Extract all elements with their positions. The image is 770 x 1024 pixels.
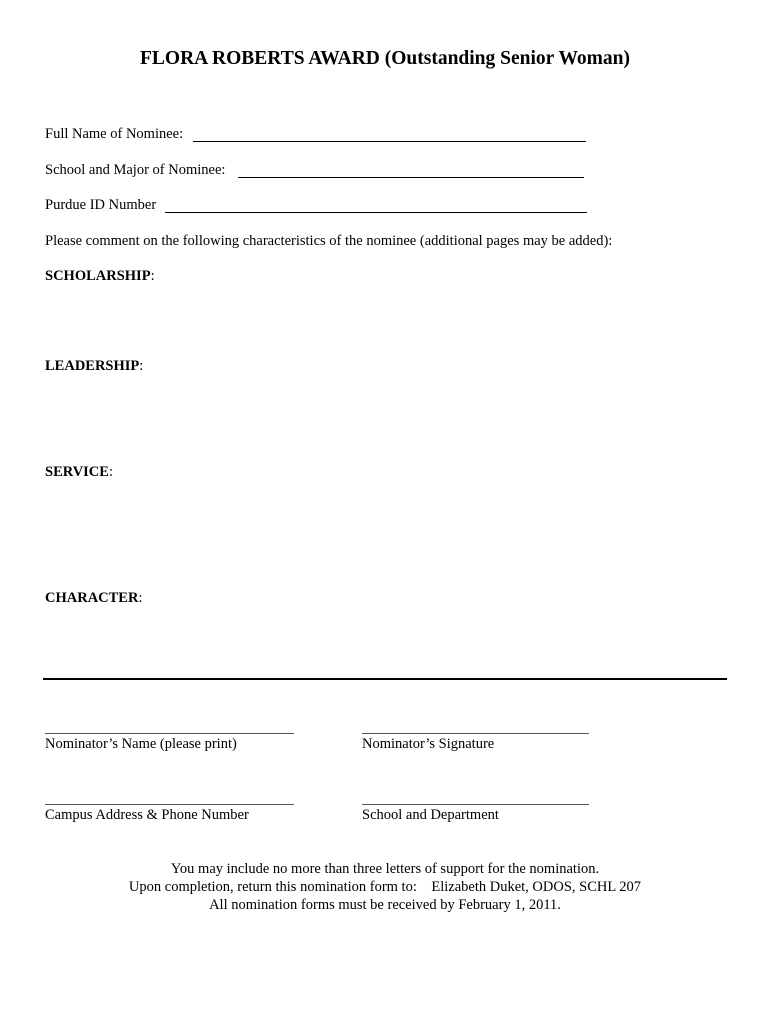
purdue-id-field[interactable] [165, 212, 587, 213]
service-heading [45, 464, 113, 481]
page-title: FLORA ROBERTS AWARD (Outstanding Senior Woman) [140, 48, 630, 69]
nominator-name-label: Nominator’s Name (please print) [45, 736, 237, 752]
school-major-label: School and Major of Nominee: [45, 162, 226, 178]
scholarship-label: SCHOLARSHIP [45, 268, 151, 284]
scholarship-colon: : [150, 268, 155, 284]
school-department-field[interactable] [362, 804, 589, 805]
full-name-label: Full Name of Nominee: [45, 126, 184, 142]
character-colon: : [138, 590, 143, 606]
full-name-field[interactable] [193, 141, 586, 142]
scholarship-comment-area[interactable] [45, 290, 725, 350]
campus-address-field[interactable] [45, 804, 294, 805]
leadership-label: LEADERSHIP [45, 358, 140, 374]
nominator-signature-label: Nominator’s Signature [362, 736, 495, 752]
leadership-heading [45, 358, 143, 375]
instructions-text: Please comment on the following characteristics of the nominee (additional pages may be added): [45, 233, 613, 249]
nominator-name-field[interactable] [45, 733, 294, 734]
service-label: SERVICE [45, 464, 109, 480]
school-department-label: School and Department [362, 807, 499, 823]
scholarship-heading [45, 268, 155, 285]
footer-line-1: You may include no more than three letters of support for the nomination. [170, 861, 600, 877]
campus-address-label: Campus Address & Phone Number [45, 807, 249, 823]
leadership-comment-area[interactable] [45, 380, 725, 455]
school-major-field[interactable] [238, 177, 584, 178]
service-comment-area[interactable] [45, 486, 725, 581]
character-comment-area[interactable] [45, 612, 725, 672]
character-label: CHARACTER [45, 590, 139, 606]
service-colon: : [108, 464, 113, 480]
nominator-signature-field[interactable] [362, 733, 589, 734]
leadership-colon: : [139, 358, 144, 374]
character-heading [45, 590, 142, 607]
section-divider [43, 678, 727, 680]
purdue-id-label: Purdue ID Number [45, 197, 157, 213]
footer-line-2: Upon completion, return this nomination form to: Elizabeth Duket, ODOS, SCHL 207 [128, 879, 642, 895]
footer-line-3: All nomination forms must be received by February 1, 2011. [209, 897, 561, 913]
